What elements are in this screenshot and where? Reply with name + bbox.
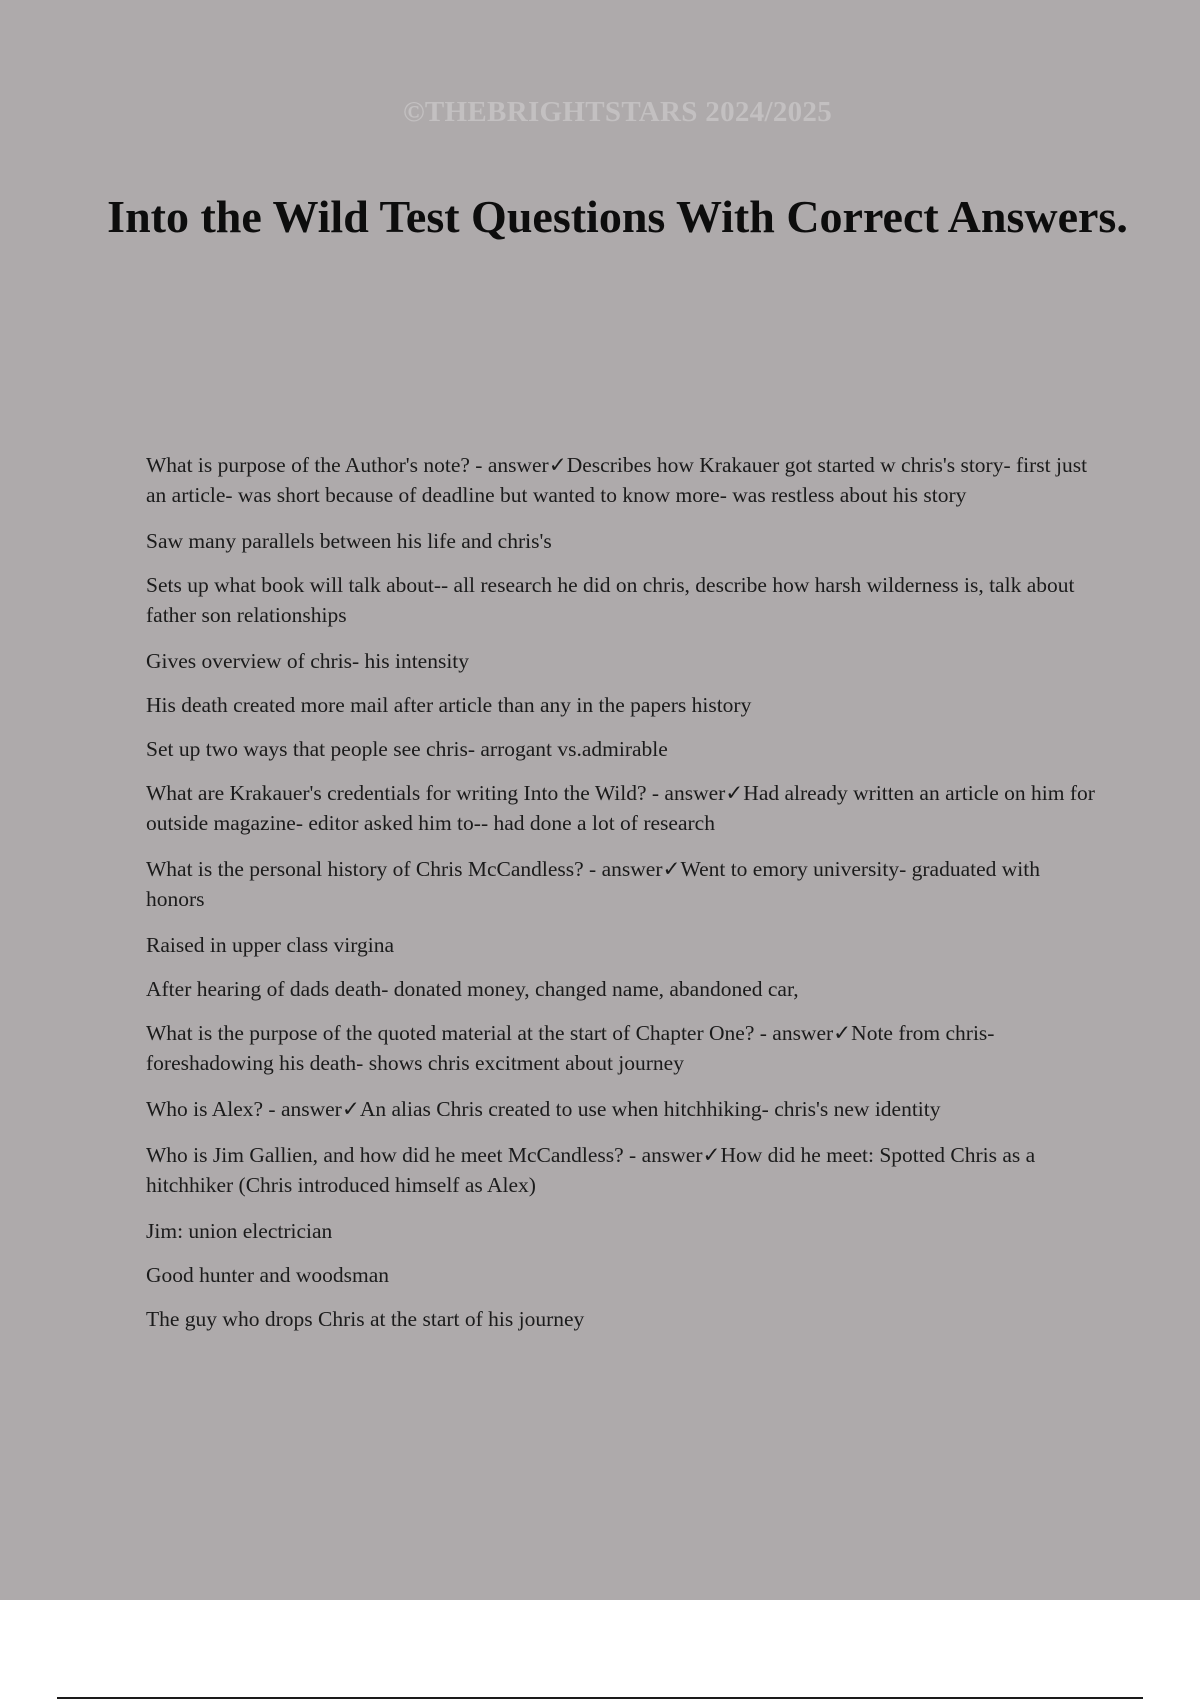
- footer-rule: [57, 1697, 1143, 1699]
- paragraph-death-mail: His death created more mail after article than any in the papers history: [146, 693, 752, 717]
- watermark: ©THEBRIGHTSTARS 2024/2025: [402, 96, 833, 128]
- document-title: Into the Wild Test Questions With Correct Answers.: [107, 191, 1128, 242]
- paragraph-alex: Who is Alex? - answer✓An alias Chris created to use when hitchhiking- chris's new identity: [146, 1097, 941, 1121]
- paragraph-dads-death: After hearing of dads death- donated money, changed name, abandoned car,: [146, 977, 799, 1001]
- paragraph-two-ways: Set up two ways that people see chris- arrogant vs.admirable: [146, 737, 668, 761]
- paragraph-quoted-material: What is the purpose of the quoted material at the start of Chapter One? - answer✓Note from chris- foreshadowing his death- shows chris excitment about journey: [146, 1021, 995, 1075]
- paragraph-parallels: Saw many parallels between his life and chris's: [146, 529, 552, 553]
- paragraph-drops-chris: The guy who drops Chris at the start of his journey: [146, 1307, 585, 1331]
- paragraph-personal-history: What is the personal history of Chris McCandless? - answer✓Went to emory university- graduated with honors: [146, 857, 1040, 911]
- paragraph-jim-electrician: Jim: union electrician: [146, 1219, 333, 1243]
- paragraph-overview: Gives overview of chris- his intensity: [146, 649, 470, 673]
- qa-content: [146, 450, 1096, 1348]
- paragraph-raised: Raised in upper class virgina: [146, 933, 394, 957]
- paragraph-sets-up: Sets up what book will talk about-- all research he did on chris, describe how harsh wilderness is, talk about father son relationships: [146, 573, 1075, 627]
- paragraph-authors-note: What is purpose of the Author's note? - answer✓Describes how Krakauer got started w chris's story- first just an article- was short because of deadline but wanted to know more- was restless about his story: [146, 453, 1088, 507]
- paragraph-jim-gallien: Who is Jim Gallien, and how did he meet McCandless? - answer✓How did he meet: Spotted Chris as a hitchhiker (Chris introduced himself as Alex): [146, 1143, 1036, 1197]
- paragraph-hunter: Good hunter and woodsman: [146, 1263, 390, 1287]
- paragraph-credentials: What are Krakauer's credentials for writing Into the Wild? - answer✓Had already written an article on him for outside magazine- editor asked him to-- had done a lot of research: [146, 781, 1095, 835]
